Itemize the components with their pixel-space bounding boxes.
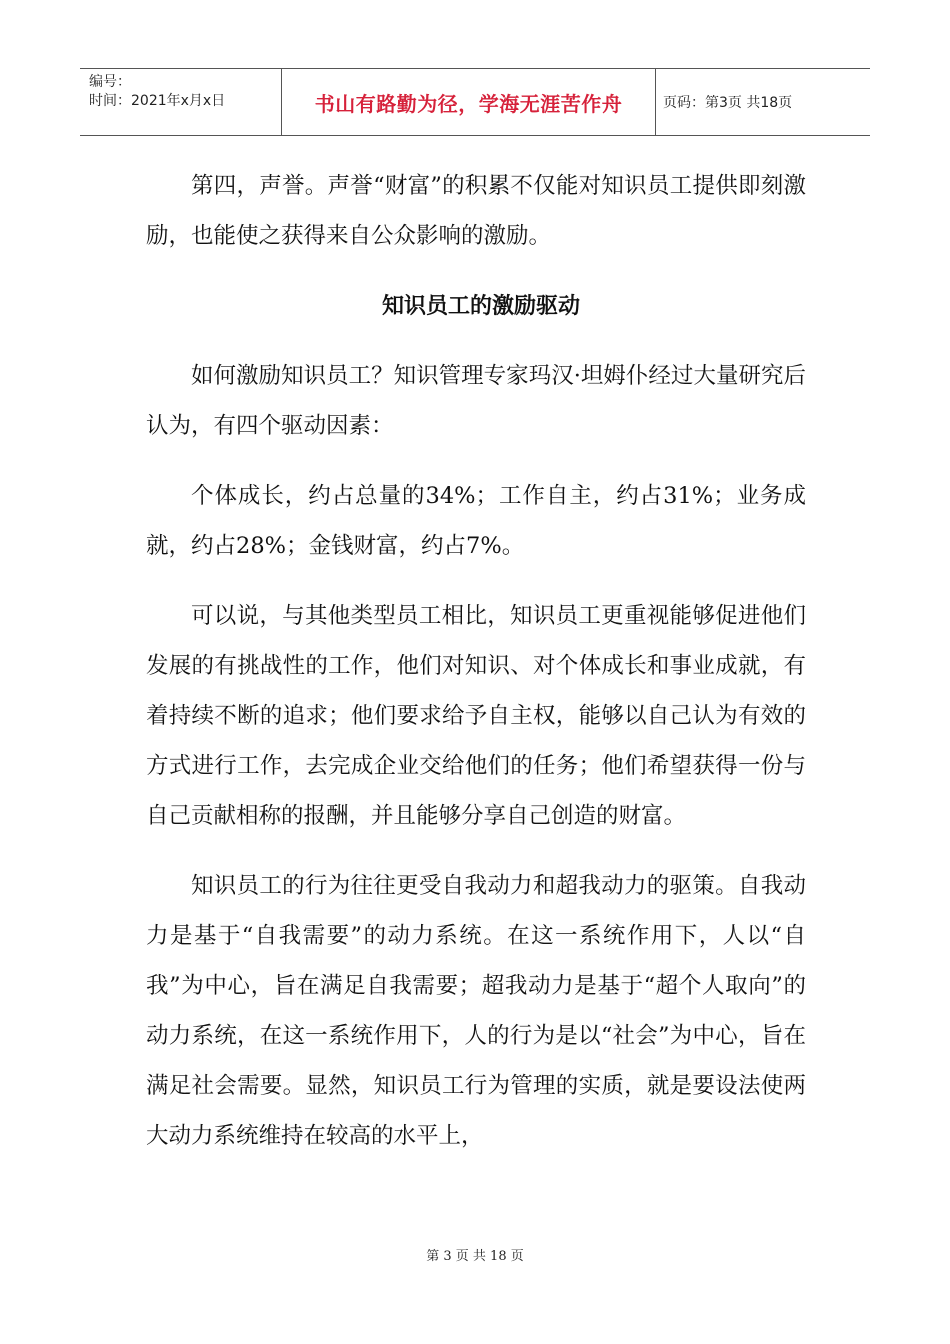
number-label: 编号： <box>89 74 131 90</box>
paragraph-motivation: 知识员工的行为往往更受自我动力和超我动力的驱策。自我动力是基于“自我需要”的动力系统。在这一系统作用下，人以“自我”为中心，旨在满足自我需要；超我动力是基于“超个人取向”的动力系统，在这一系统作用下，人的行为是以“社会”为中心，旨在满足社会需要。显然，知识员工行为管理的实质，就是要设法使两大动力系统维持在较高的水平上， <box>146 873 806 1149</box>
section-heading: 知识员工的激励驱动 <box>381 293 580 319</box>
page-header <box>80 68 870 136</box>
paragraph-comparison: 可以说，与其他类型员工相比，知识员工更重视能够促进他们发展的有挑战性的工作，他们对知识、对个体成长和事业成就，有着持续不断的追求；他们要求给予自主权，能够以自己认为有效的方式进行工作，去完成企业交给他们的任务；他们希望获得一份与自己贡献相称的报酬，并且能够分享自己创造的财富。 <box>146 603 806 829</box>
time-label: 时间：2021年x月x日 <box>89 93 226 109</box>
header-motto: 书山有路勤为径，学海无涯苦作舟 <box>282 69 656 135</box>
paragraph-reputation: 第四，声誉。声誉“财富”的积累不仅能对知识员工提供即刻激励，也能使之获得来自公众影响的激励。 <box>146 173 806 249</box>
paragraph-drivers-intro: 如何激励知识员工？知识管理专家玛汉·坦姆仆经过大量研究后认为，有四个驱动因素： <box>146 363 806 439</box>
paragraph-driver-shares: 个体成长，约占总量的34%；工作自主，约占31%；业务成就，约占28%；金钱财富，约占7%。 <box>146 483 806 559</box>
header-meta <box>80 69 282 135</box>
header-page-label: 页码：第3页 共18页 <box>663 95 793 111</box>
document-body <box>146 161 806 1161</box>
page-footer: 第 3 页 共 18 页 <box>426 1249 524 1264</box>
